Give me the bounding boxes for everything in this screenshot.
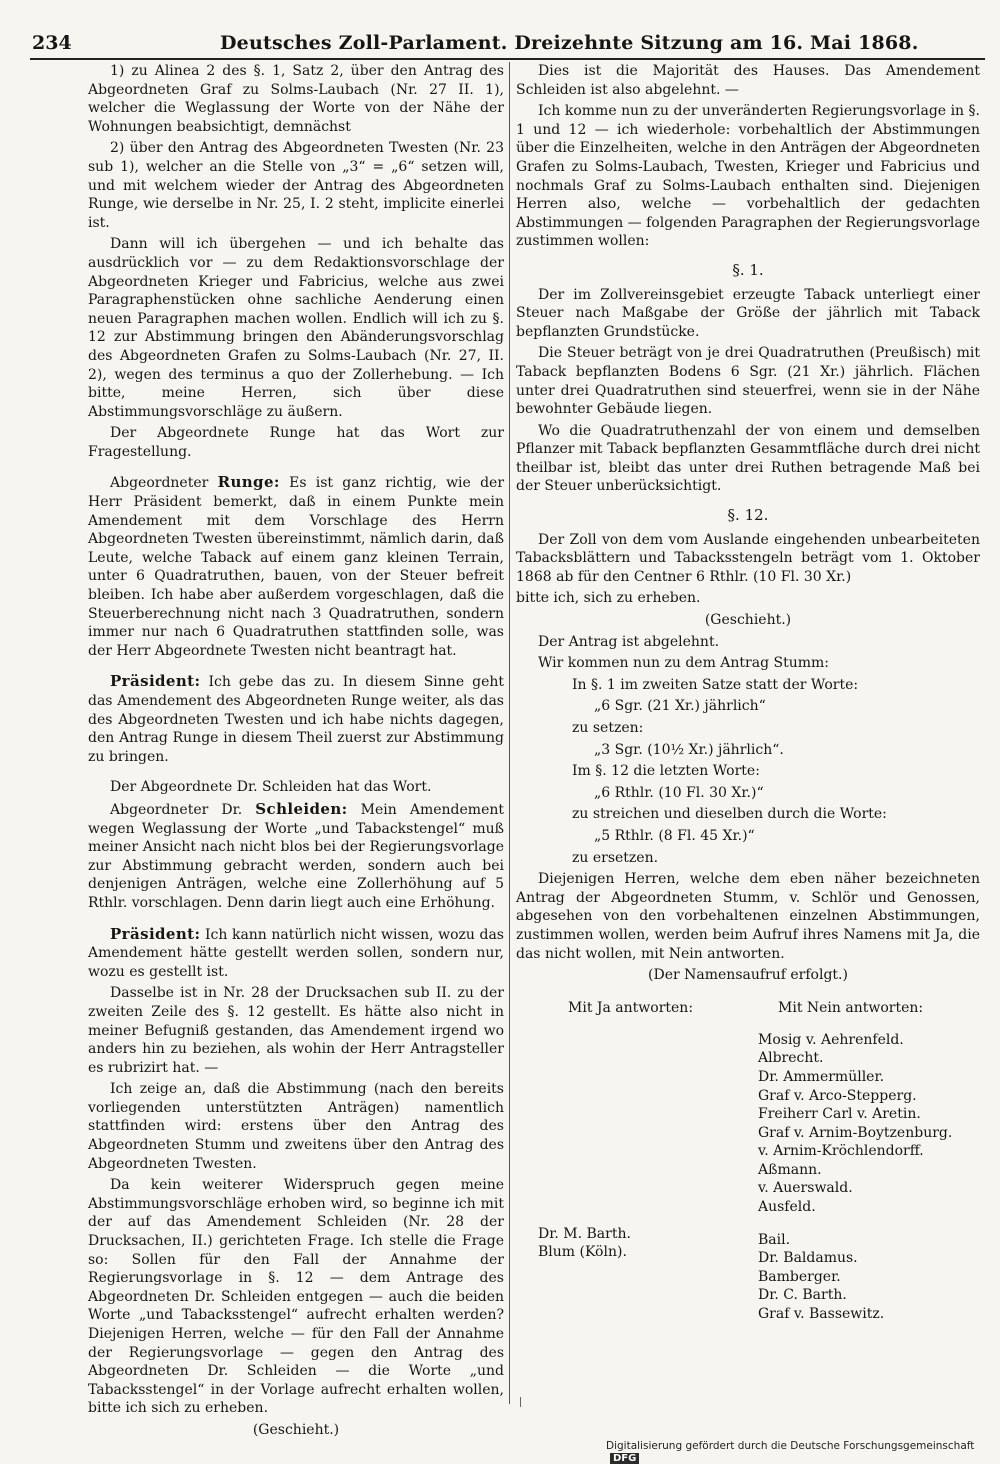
motion-line: In §. 1 im zweiten Satze statt der Worte: (572, 676, 859, 693)
stage-direction: (Geschieht.) (252, 1421, 340, 1438)
motion-quote: „6 Rthlr. (10 Fl. 30 Xr.)“ (594, 784, 764, 801)
stage-direction: (Geschieht.) (704, 612, 792, 629)
column-divider (509, 62, 510, 1404)
page-number: 234 (32, 32, 72, 54)
speaker-name: Schleiden: (255, 799, 348, 818)
speech-text: Ich gebe das zu. In diesem Sinne geht das Amendement des Abgeordneten Runge weiter, als das des Abgeordneten Twesten und ich habe nichts dagegen, den Antrag Runge in diesem Theil zuerst zur Abstimmung zu bringen. (88, 674, 504, 765)
right-column (516, 62, 980, 1349)
paragraph: Ich zeige an, daß die Abstimmung (nach den bereits vorliegenden unterstützten Anträgen) namentlich stattfinden wird: erstens über den Antrag des Abgeordneten Stumm und zweitens über den Antrag des Abgeordneten Twesten. (88, 1081, 504, 1172)
stage-direction: (Der Namensaufruf erfolgt.) (648, 967, 848, 984)
speaker-lead: Abgeordneter Dr. (110, 801, 243, 818)
paragraph: Der Abgeordnete Runge hat das Wort zur Fragestellung. (88, 425, 504, 460)
speech-schleiden (88, 800, 504, 913)
speech-president (88, 925, 504, 982)
ja-list (538, 1225, 631, 1262)
nein-header: Mit Nein antworten: (778, 999, 924, 1016)
list-item: Dr. C. Barth. (758, 1287, 847, 1304)
law-text: Wo die Quadratruthenzahl der von einem und demselben Pflanzer mit Taback bepflanzten Gesammtfläche durch drei nicht theilbar ist, bleibt das unter drei Ruthen betragende Maß bei der Steuer unberücksichtigt. (516, 422, 980, 495)
vote-lists (516, 999, 980, 1349)
list-item: Aßmann. (758, 1161, 822, 1178)
list-item: Freiherr Carl v. Aretin. (758, 1106, 921, 1123)
list-item: v. Auerswald. (758, 1180, 853, 1197)
paragraph: Diejenigen Herren, welche dem eben näher bezeichneten Antrag der Abgeordneten Stumm, v. Schlör und Genossen, abgesehen von den vorbehaltenen einzelnen Abstimmungen, zustimmen wollen, werden beim Aufruf ihres Namens mit Ja, die das nicht wollen, mit Nein antworten. (516, 871, 980, 962)
paragraph: Dies ist die Majorität des Hauses. Das Amendement Schleiden ist also abgelehnt. — (516, 63, 980, 98)
paragraph: Der Abgeordnete Dr. Schleiden hat das Wort. (110, 779, 432, 796)
nein-list (758, 1031, 952, 1324)
speech-text: Ich kann natürlich nicht wissen, wozu das Amendement hätte gestellt werden sollen, sondern nur, wozu es gestellt ist. (88, 926, 504, 980)
speaker-name: Präsident: (110, 672, 201, 691)
ja-header: Mit Ja antworten: (568, 999, 694, 1016)
speech-text: Es ist ganz richtig, wie der Herr Präsident bemerkt, daß in einem Punkte mein Amendement mit dem Vorschlage des Herrn Abgeordneten Twesten übereinstimmt, nämlich darin, daß Leute, welche Taback auf einem ganz kleinen Terrain, unter 6 Quadratruthen, bauen, von der Steuer befreit bleiben. Ich habe aber außerdem vorgeschlagen, daß die Steuerberechnung nicht nach 3 Quadratruthen, sondern immer nur nach 6 Quadratruthen stattfinden solle, was der Herr Abgeordnete Twesten nicht beantragt hat. (88, 475, 505, 659)
print-mark (520, 1397, 524, 1407)
list-item: Graf v. Arco-Stepperg. (758, 1087, 917, 1104)
list-item: Bamberger. (758, 1268, 841, 1285)
paragraph: 2) über den Antrag des Abgeordneten Twesten (Nr. 23 sub 1), welcher an die Stelle von „3“ = „6“ setzen will, und mit welchem wieder der Antrag des Abgeordneten Runge, wie derselbe in Nr. 25, I. 2 steht, implicite einerlei ist. (88, 140, 504, 231)
list-item: Ausfeld. (758, 1199, 816, 1216)
dfg-logo: DFG (610, 1453, 639, 1464)
paragraph: 1) zu Alinea 2 des §. 1, Satz 2, über den Antrag des Abgeordneten Graf zu Solms-Laubach (Nr. 27 II. 1), welcher die Weglassung der Worte von der Nähe der Wohnungen beabsichtigt, demnächst (88, 63, 504, 135)
page-header (30, 30, 985, 60)
list-item: Graf v. Bassewitz. (758, 1306, 885, 1323)
paragraph: Da kein weiterer Widerspruch gegen meine Abstimmungsvorschläge erhoben wird, so beginne ich mit der auf das Amendement Schleiden (Nr. 28 der Drucksachen, II.) gerichteten Frage. Ich stelle die Frage so: Sollen für den Fall der Annahme der Regierungsvorlage in §. 12 — dem Antrage des Abgeordneten Dr. Schleiden entgegen — auch die beiden Worte „und Tabacksstengel“ aufrecht erhalten werden? Diejenigen Herren, welche — für den Fall der Annahme der Regierungsvorlage — gegen den Antrag des Abgeordneten Dr. Schleiden — die Worte „und Tabacksstengel“ in der Vorlage aufrecht erhalten wollen, bitte ich sich zu erheben. (88, 1177, 504, 1417)
motion-quote: „6 Sgr. (21 Xr.) jährlich“ (594, 698, 766, 715)
credit-text: Digitalisierung gefördert durch die Deutsche Forschungsgemeinschaft (606, 1440, 975, 1452)
running-title: Deutsches Zoll-Parlament. Dreizehnte Sitzung am 16. Mai 1868. (220, 32, 919, 54)
speaker-name: Präsident: (110, 924, 201, 943)
paragraph: bitte ich, sich zu erheben. (516, 590, 701, 607)
speech-text: Mein Amendement wegen Weglassung der Worte „und Tabackstengel“ muß meiner Ansicht nach nicht blos bei der Regierungsvorlage zur Abstimmung gebracht werden, sondern auch bei denjenigen Anträgen, welche eine Zollerhöhung auf 5 Rthlr. vorschlagen. Denn darin liegt auch eine Erhöhung. (88, 801, 504, 911)
section-heading: §. 1. (732, 260, 764, 279)
paragraph: Ich komme nun zu der unveränderten Regierungsvorlage in §. 1 und 12 — ich wiederhole: vorbehaltlich der Abstimmungen über die Einzelheiten, welche in den Anträgen der Abgeordneten Grafen zu Solms-Laubach, Twesten, Krieger und Fabricius und nochmals Graf zu Solms-Laubach enthalten sind. Diejenigen Herren also, welche — vorbehaltlich der gedachten Abstimmungen — folgenden Paragraphen der Regierungsvorlage zustimmen wollen: (516, 103, 980, 250)
list-item: Blum (Köln). (538, 1244, 627, 1261)
paragraph: Dann will ich übergehen — und ich behalte das ausdrücklich vor — zu dem Redaktionsvorschlage der Abgeordneten Krieger und Fabricius, welche aus zwei Paragraphenstücken ohne sachliche Aenderung einen neuen Paragraphen machen wollen. Endlich will ich zu §. 12 zur Abstimmung bringen den Abänderungsvorschlag des Abgeordneten Grafen zu Solms-Laubach (Nr. 27, II. 2), wegen des terminus a quo der Zollerhebung. — Ich bitte, meine Herren, sich über diese Abstimmungsvorschläge zu äußern. (88, 236, 504, 420)
speaker-name: Runge: (217, 473, 280, 492)
motion-quote: „5 Rthlr. (8 Fl. 45 Xr.)“ (594, 827, 755, 844)
speech-runge (88, 473, 504, 660)
left-column (88, 62, 504, 1443)
motion-line: Im §. 12 die letzten Worte: (572, 763, 760, 780)
list-item: Mosig v. Aehrenfeld. (758, 1031, 904, 1048)
speaker-lead: Abgeordneter (110, 475, 209, 492)
list-item: Dr. M. Barth. (538, 1225, 631, 1242)
paragraph: Dasselbe ist in Nr. 28 der Drucksachen sub II. zu der zweiten Zeile des §. 12 gestellt. Es hätte also nicht in meiner Befugniß gestanden, das Amendement irgend wo anders hin zu beziehen, als wohin der Herr Antragsteller es rubrizirt hat. — (88, 985, 504, 1076)
speech-president (88, 672, 504, 766)
motion-line: zu streichen und dieselben durch die Worte: (572, 806, 887, 823)
list-item: Dr. Baldamus. (758, 1250, 858, 1267)
motion-quote: „3 Sgr. (10½ Xr.) jährlich“. (594, 741, 784, 758)
list-item: Albrecht. (758, 1050, 824, 1067)
list-item: Graf v. Arnim-Boytzenburg. (758, 1124, 953, 1141)
list-item: Bail. (758, 1231, 791, 1248)
law-text: Der im Zollvereinsgebiet erzeugte Taback unterliegt einer Steuer nach Maßgabe der Größe der jährlich mit Taback bepflanzten Grundstücke. (516, 286, 980, 340)
header-rule (30, 58, 985, 60)
footer-credit (606, 1440, 1000, 1464)
paragraph: Der Antrag ist abgelehnt. (538, 633, 720, 650)
law-text: Der Zoll von dem vom Auslande eingehenden unbearbeiteten Tabacksblättern und Tabacksstengeln beträgt vom 1. Oktober 1868 ab für den Centner 6 Rthlr. (10 Fl. 30 Xr.) (516, 531, 980, 585)
motion-line: zu ersetzen. (572, 849, 659, 866)
list-item: v. Arnim-Kröchlendorff. (758, 1143, 924, 1160)
paragraph: Wir kommen nun zu dem Antrag Stumm: (538, 655, 829, 672)
motion-line: zu setzen: (572, 720, 644, 736)
law-text: Die Steuer beträgt von je drei Quadratruthen (Preußisch) mit Taback bepflanzten Bodens 6 Sgr. (21 Xr.) jährlich. Flächen unter drei Quadratruthen sind steuerfrei, wenn sie in der Nähe bewohnter Gebäude liegen. (516, 345, 980, 418)
section-heading: §. 12. (727, 506, 769, 525)
list-item: Dr. Ammermüller. (758, 1068, 885, 1085)
